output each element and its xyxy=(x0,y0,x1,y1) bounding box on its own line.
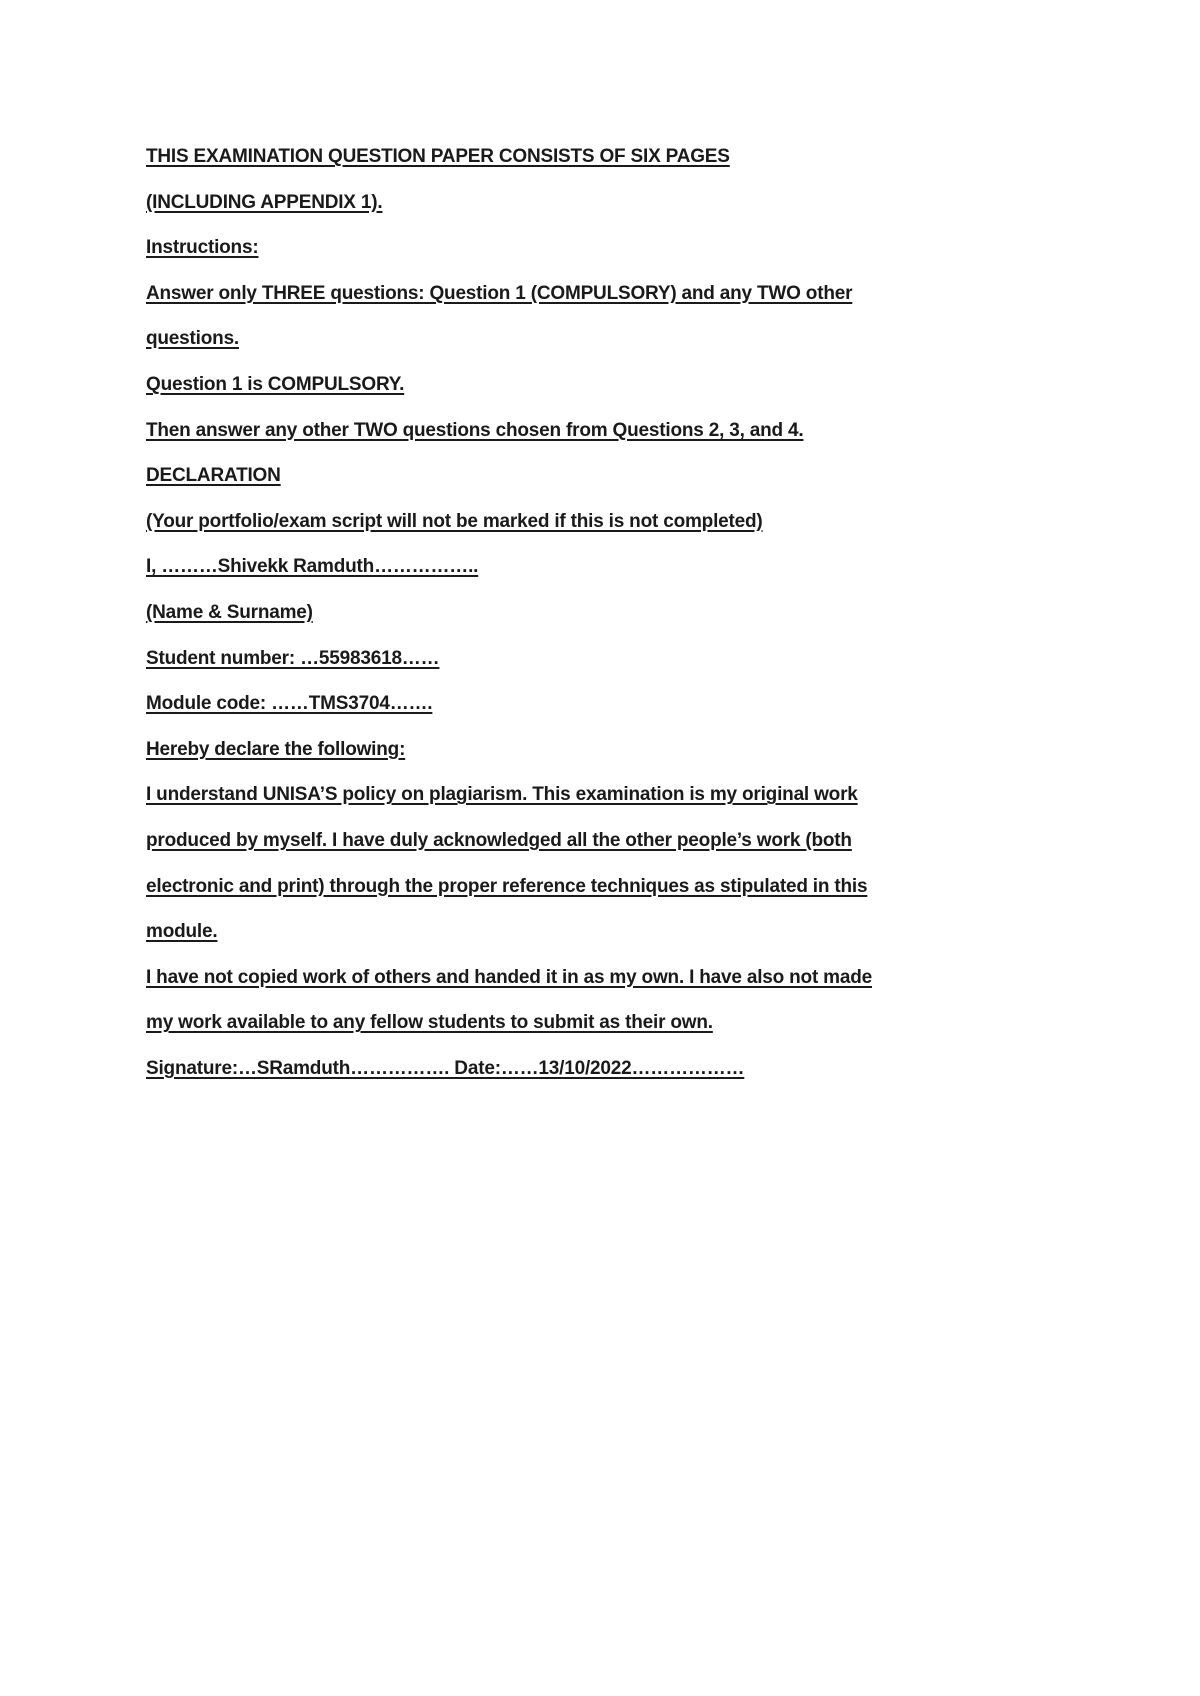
declaration-note: (Your portfolio/exam script will not be marked if this is not completed) xyxy=(146,510,763,532)
name-field-caption: (Name & Surname) xyxy=(146,601,313,623)
instruction-line: Question 1 is COMPULSORY. xyxy=(146,373,405,395)
student-number-field: Student number: …55983618…… xyxy=(146,647,440,669)
header-line-appendix: (INCLUDING APPENDIX 1). xyxy=(146,191,383,213)
declaration-text-line: electronic and print) through the proper reference techniques as stipulated in this xyxy=(146,875,868,897)
declaration-intro: Hereby declare the following: xyxy=(146,738,406,760)
header-line-pages: THIS EXAMINATION QUESTION PAPER CONSISTS OF SIX PAGES xyxy=(146,146,730,167)
declaration-text-line: I understand UNISA’S policy on plagiarism. This examination is my original work xyxy=(146,784,858,806)
declaration-text-line: module. xyxy=(146,921,218,943)
declaration-text-line: I have not copied work of others and handed it in as my own. I have also not made xyxy=(146,966,872,988)
module-code-field: Module code: ……TMS3704……. xyxy=(146,693,433,715)
document-body xyxy=(146,146,1106,1103)
declaration-text-line: produced by myself. I have duly acknowledged all the other people’s work (both xyxy=(146,829,852,851)
declaration-text-line: my work available to any fellow students to submit as their own. xyxy=(146,1012,713,1034)
declaration-heading: DECLARATION xyxy=(146,465,281,487)
instruction-line: questions. xyxy=(146,328,240,350)
signature-date-field: Signature:…SRamduth……………. Date:……13/10/2022……………… xyxy=(146,1057,745,1079)
instructions-heading: Instructions: xyxy=(146,237,259,259)
name-field: I, ………Shivekk Ramduth…………….. xyxy=(146,556,479,578)
instruction-line: Answer only THREE questions: Question 1 (COMPULSORY) and any TWO other xyxy=(146,282,853,304)
instruction-line: Then answer any other TWO questions chosen from Questions 2, 3, and 4. xyxy=(146,419,804,441)
